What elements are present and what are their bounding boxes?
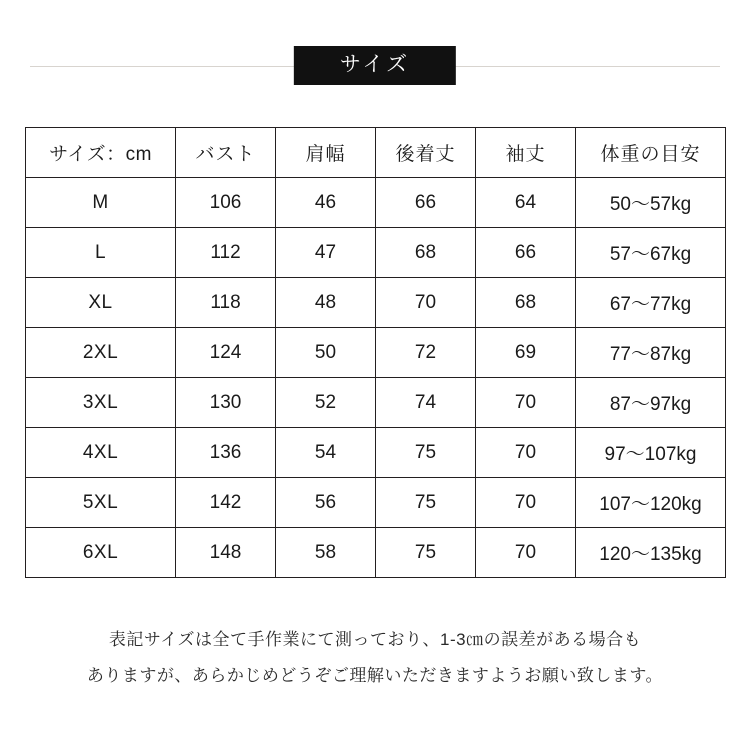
- cell-sleeve: 69: [476, 328, 576, 378]
- table-header: [26, 128, 726, 178]
- cell-shoulder: 46: [276, 178, 376, 228]
- table-row: [26, 528, 726, 578]
- cell-length: 66: [376, 178, 476, 228]
- cell-bust: 130: [176, 378, 276, 428]
- cell-bust: 124: [176, 328, 276, 378]
- page-title: サイズ: [294, 46, 456, 85]
- cell-shoulder: 47: [276, 228, 376, 278]
- cell-size: 5XL: [26, 478, 176, 528]
- table-row: [26, 478, 726, 528]
- table-row: [26, 178, 726, 228]
- cell-shoulder: 52: [276, 378, 376, 428]
- cell-sleeve: 70: [476, 428, 576, 478]
- table-row: [26, 328, 726, 378]
- cell-length: 70: [376, 278, 476, 328]
- cell-bust: 142: [176, 478, 276, 528]
- table-header-row: [26, 128, 726, 178]
- cell-length: 75: [376, 478, 476, 528]
- column-header-shoulder: 肩幅: [276, 128, 376, 178]
- cell-size: 4XL: [26, 428, 176, 478]
- title-banner: [0, 46, 750, 88]
- cell-size: 3XL: [26, 378, 176, 428]
- cell-weight: 97〜107kg: [576, 428, 726, 478]
- cell-size: XL: [26, 278, 176, 328]
- cell-length: 74: [376, 378, 476, 428]
- cell-sleeve: 66: [476, 228, 576, 278]
- table-row: [26, 378, 726, 428]
- cell-weight: 87〜97kg: [576, 378, 726, 428]
- cell-sleeve: 70: [476, 478, 576, 528]
- cell-sleeve: 70: [476, 378, 576, 428]
- cell-weight: 57〜67kg: [576, 228, 726, 278]
- cell-weight: 77〜87kg: [576, 328, 726, 378]
- column-header-weight: 体重の目安: [576, 128, 726, 178]
- cell-size: M: [26, 178, 176, 228]
- column-header-length: 後着丈: [376, 128, 476, 178]
- cell-size: 6XL: [26, 528, 176, 578]
- cell-bust: 118: [176, 278, 276, 328]
- cell-bust: 112: [176, 228, 276, 278]
- column-header-sleeve: 袖丈: [476, 128, 576, 178]
- size-table: [25, 127, 726, 578]
- cell-shoulder: 50: [276, 328, 376, 378]
- cell-bust: 148: [176, 528, 276, 578]
- cell-weight: 50〜57kg: [576, 178, 726, 228]
- cell-shoulder: 58: [276, 528, 376, 578]
- note-line-1: 表記サイズは全て手作業にて測っており、1-3㎝の誤差がある場合も: [108, 630, 642, 649]
- cell-length: 75: [376, 428, 476, 478]
- cell-sleeve: 68: [476, 278, 576, 328]
- cell-weight: 67〜77kg: [576, 278, 726, 328]
- cell-size: 2XL: [26, 328, 176, 378]
- note-line-2: ありますが、あらかじめどうぞご理解いただきますようお願い致します。: [86, 666, 664, 685]
- cell-size: L: [26, 228, 176, 278]
- cell-bust: 106: [176, 178, 276, 228]
- cell-shoulder: 56: [276, 478, 376, 528]
- table-row: [26, 278, 726, 328]
- cell-sleeve: 64: [476, 178, 576, 228]
- table-body: [26, 178, 726, 578]
- column-header-bust: バスト: [176, 128, 276, 178]
- cell-weight: 107〜120kg: [576, 478, 726, 528]
- size-table-container: [25, 127, 725, 578]
- column-header-size: サイズ：cm: [26, 128, 176, 178]
- cell-shoulder: 54: [276, 428, 376, 478]
- cell-length: 68: [376, 228, 476, 278]
- cell-length: 75: [376, 528, 476, 578]
- measurement-note: [0, 622, 750, 694]
- cell-shoulder: 48: [276, 278, 376, 328]
- table-row: [26, 428, 726, 478]
- cell-length: 72: [376, 328, 476, 378]
- cell-sleeve: 70: [476, 528, 576, 578]
- cell-weight: 120〜135kg: [576, 528, 726, 578]
- table-row: [26, 228, 726, 278]
- cell-bust: 136: [176, 428, 276, 478]
